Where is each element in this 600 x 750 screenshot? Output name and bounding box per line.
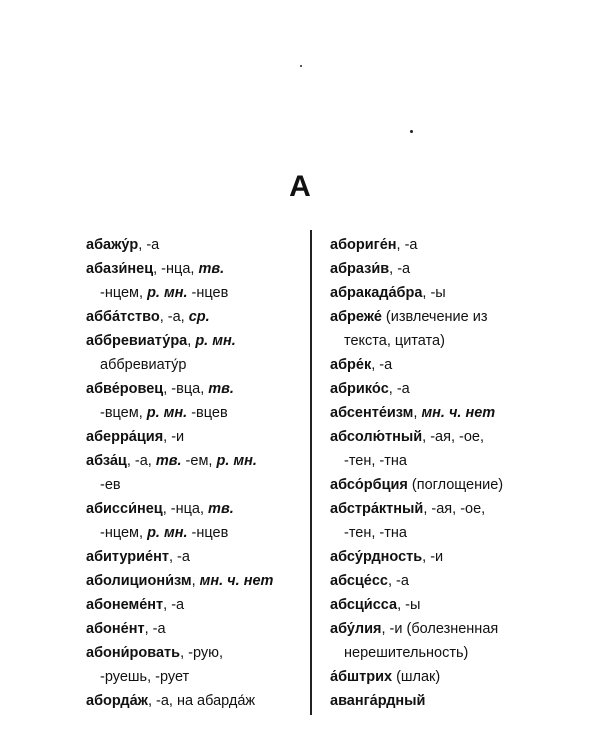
dictionary-entry: [330, 593, 575, 617]
entry-grammar: (шлак): [392, 669, 441, 685]
entry-continuation: [86, 665, 301, 689]
entry-grammar: , -а: [388, 381, 410, 397]
entry-abbreviation: р. мн.: [195, 333, 236, 349]
dictionary-entry: [330, 353, 575, 377]
entry-headword: абреже́: [330, 309, 382, 325]
entry-grammar: , -а: [144, 621, 166, 637]
entry-continuation: [330, 641, 575, 665]
scan-speck: [300, 65, 302, 67]
dictionary-entry: [86, 617, 301, 641]
dictionary-entry: [330, 617, 575, 641]
entry-headword: абве́ровец: [86, 381, 164, 397]
entry-headword: абази́нец: [86, 261, 154, 277]
entry-grammar: текста, цитата): [344, 333, 445, 349]
left-column: [86, 233, 301, 713]
entry-abbreviation: р. мн.: [216, 453, 257, 469]
entry-grammar: -вцев: [187, 405, 228, 421]
entry-abbreviation: р. мн.: [147, 285, 188, 301]
entry-grammar: , -и: [422, 549, 444, 565]
dictionary-entry: [330, 281, 575, 305]
entry-continuation: [86, 281, 301, 305]
dictionary-entry: [86, 641, 301, 665]
entry-headword: абракада́бра: [330, 285, 423, 301]
entry-headword: аванга́рдный: [330, 693, 426, 709]
entry-grammar: ,: [187, 333, 196, 349]
dictionary-entry: [86, 233, 301, 257]
entry-headword: абсци́сса: [330, 597, 398, 613]
column-divider: [310, 230, 312, 715]
entry-grammar: , -а: [138, 237, 160, 253]
entry-headword: абсолю́тный: [330, 429, 423, 445]
dictionary-entry: [330, 401, 575, 425]
entry-grammar: , -ы: [397, 597, 421, 613]
dictionary-entry: [86, 569, 301, 593]
dictionary-entry: [330, 569, 575, 593]
entry-grammar: , -а, на абарда́ж: [147, 693, 256, 709]
entry-grammar: , -ая, -ое,: [422, 429, 484, 445]
entry-headword: абре́к: [330, 357, 372, 373]
entry-continuation: [86, 473, 301, 497]
entry-grammar: , -а: [396, 237, 418, 253]
entry-continuation: [86, 401, 301, 425]
dictionary-entry: [86, 545, 301, 569]
entry-abbreviation: тв.: [198, 261, 225, 277]
entry-grammar: -тен, -тна: [344, 525, 407, 541]
entry-headword: абажу́р: [86, 237, 139, 253]
entry-grammar: , -а: [168, 549, 190, 565]
entry-headword: абсце́сс: [330, 573, 388, 589]
entry-grammar: , -ы: [422, 285, 446, 301]
entry-grammar: -руешь, -рует: [100, 669, 190, 685]
dictionary-entry: [86, 689, 301, 713]
entry-grammar: , -рую,: [180, 645, 224, 661]
entry-grammar: (поглощение): [407, 477, 504, 493]
entry-continuation: [330, 329, 575, 353]
entry-headword: абсу́рдность: [330, 549, 423, 565]
section-letter: А: [289, 170, 311, 203]
dictionary-entry: [330, 497, 575, 521]
entry-headword: абрико́с: [330, 381, 389, 397]
entry-grammar: -тен, -тна: [344, 453, 407, 469]
entry-grammar: (извлечение из: [381, 309, 488, 325]
entry-headword: абстра́ктный: [330, 501, 424, 517]
dictionary-entry: [330, 665, 575, 689]
entry-abbreviation: ср.: [188, 309, 210, 325]
entry-abbreviation: тв.: [208, 501, 234, 517]
entry-grammar: , -вца,: [163, 381, 209, 397]
dictionary-entry: [330, 377, 575, 401]
entry-headword: аборда́ж: [86, 693, 148, 709]
entry-grammar: -вцем,: [100, 405, 147, 421]
dictionary-entry: [86, 425, 301, 449]
dictionary-entry: [86, 449, 301, 473]
dictionary-entry: [330, 257, 575, 281]
entry-grammar: , -и: [163, 429, 185, 445]
entry-grammar: , -а: [389, 261, 411, 277]
entry-abbreviation: р. мн.: [147, 525, 188, 541]
entry-grammar: аббревиату́р: [100, 357, 187, 373]
entry-headword: абрази́в: [330, 261, 390, 277]
dictionary-entry: [86, 257, 301, 281]
entry-abbreviation: р. мн.: [146, 405, 188, 421]
entry-grammar: нерешительность): [344, 645, 469, 661]
dictionary-entry: [86, 329, 301, 353]
entry-grammar: , -и (болезненная: [381, 621, 499, 637]
entry-grammar: -нцем,: [100, 525, 148, 541]
entry-abbreviation: тв.: [155, 453, 182, 469]
entry-grammar: , -нца,: [162, 501, 209, 517]
entry-headword: аболициони́зм: [86, 573, 192, 589]
entry-grammar: , -а,: [159, 309, 189, 325]
dictionary-entry: [330, 305, 575, 329]
dictionary-entry: [86, 593, 301, 617]
dictionary-entry: [330, 233, 575, 257]
entry-continuation: [86, 521, 301, 545]
entry-grammar: , -ая, -ое,: [423, 501, 486, 517]
entry-headword: аберра́ция: [86, 429, 164, 445]
dictionary-entry: [330, 689, 575, 713]
entry-continuation: [86, 353, 301, 377]
entry-headword: абисси́нец: [86, 501, 163, 517]
entry-grammar: , -а: [163, 597, 185, 613]
dictionary-entry: [330, 425, 575, 449]
entry-grammar: -нцем,: [100, 285, 148, 301]
entry-headword: абба́тство: [86, 309, 160, 325]
entry-continuation: [330, 449, 575, 473]
entry-grammar: , -а: [371, 357, 393, 373]
entry-grammar: -нцев: [187, 525, 229, 541]
entry-headword: абориге́н: [330, 237, 397, 253]
scan-speck: [410, 130, 413, 133]
entry-abbreviation: тв.: [208, 381, 234, 397]
dictionary-entry: [86, 377, 301, 401]
entry-grammar: ,: [191, 573, 200, 589]
dictionary-entry: [86, 305, 301, 329]
entry-headword: абсо́рбция: [330, 477, 408, 493]
dictionary-entry: [86, 497, 301, 521]
entry-headword: абсенте́изм: [330, 405, 414, 421]
entry-grammar: , -а,: [126, 453, 156, 469]
entry-grammar: ,: [413, 405, 422, 421]
entry-headword: абони́ровать: [86, 645, 181, 661]
entry-headword: абу́лия: [330, 621, 382, 637]
entry-headword: аббревиату́ра: [86, 333, 188, 349]
entry-grammar: , -нца,: [153, 261, 199, 277]
entry-headword: абза́ц: [86, 453, 127, 469]
right-column: [330, 233, 575, 713]
entry-headword: абитурие́нт: [86, 549, 169, 565]
entry-grammar: -ем,: [181, 453, 217, 469]
entry-grammar: -ев: [100, 477, 121, 493]
entry-abbreviation: мн. ч. нет: [421, 405, 496, 421]
entry-headword: абоне́нт: [86, 621, 145, 637]
entry-grammar: , -а: [388, 573, 409, 589]
entry-headword: а́бштрих: [330, 669, 393, 685]
entry-headword: абонеме́нт: [86, 597, 164, 613]
dictionary-entry: [330, 473, 575, 497]
entry-abbreviation: мн. ч. нет: [199, 573, 274, 589]
entry-grammar: -нцев: [187, 285, 229, 301]
dictionary-entry: [330, 545, 575, 569]
entry-continuation: [330, 521, 575, 545]
